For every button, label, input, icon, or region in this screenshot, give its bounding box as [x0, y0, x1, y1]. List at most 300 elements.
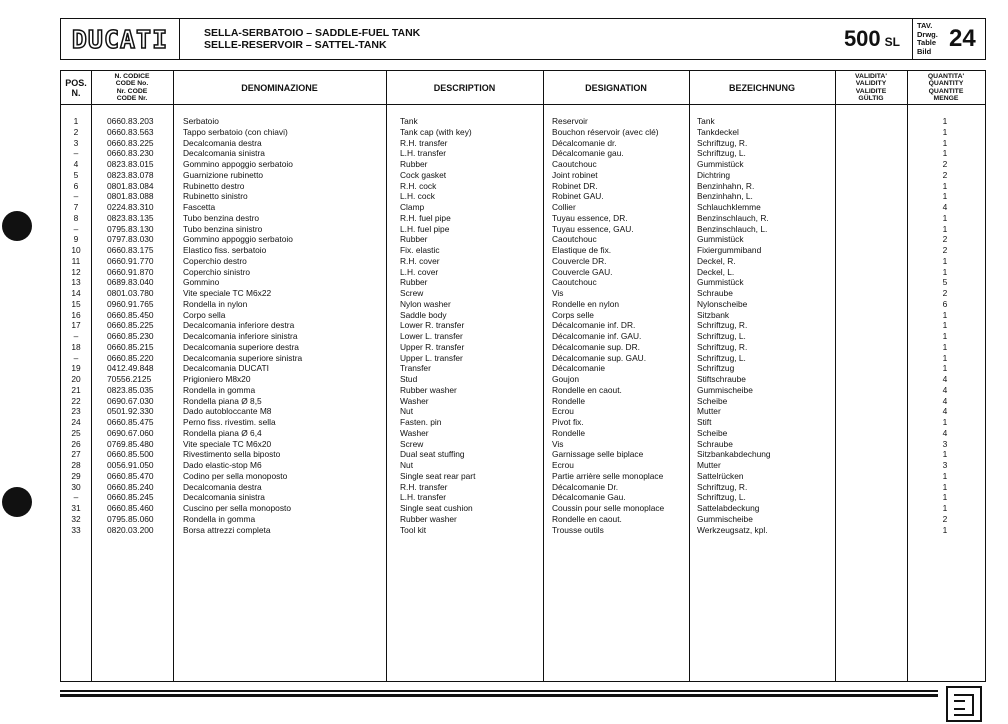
cell-code: 0660.85.220: [107, 352, 154, 363]
cell-denominazione: Decalcomania inferiore destra: [183, 320, 295, 331]
cell-quantity: 5: [942, 277, 948, 288]
table-row: [61, 310, 985, 321]
cell-code: 0820.03.200: [107, 524, 154, 535]
cell-description: Rubber washer: [400, 513, 457, 524]
cell-pos: 8: [73, 212, 79, 223]
table-row: [61, 191, 985, 202]
cell-bezeichnung: Gummischeibe: [697, 513, 753, 524]
cell-denominazione: Decalcomania sinistra: [183, 492, 265, 503]
cell-code: 0224.83.310: [107, 202, 154, 212]
cell-designation: Décalcomanie gau.: [552, 148, 624, 159]
cell-bezeichnung: Benzinschlauch, L.: [697, 223, 768, 234]
cell-description: Tank: [400, 116, 418, 126]
cell-bezeichnung: Sitzbankabdechung: [697, 449, 771, 460]
cell-pos: 12: [71, 266, 81, 277]
cell-quantity: 2: [942, 159, 948, 169]
cell-description: Upper R. transfer: [400, 341, 465, 352]
col-header-pos: POS. N.: [61, 71, 91, 105]
cell-designation: Décalcomanie Dr.: [552, 481, 619, 492]
table-row: [61, 159, 985, 170]
cell-bezeichnung: Scheibe: [697, 395, 728, 406]
cell-bezeichnung: Schriftzug, R.: [697, 137, 748, 148]
cell-designation: Joint robinet: [552, 169, 598, 180]
title-line-2: SELLE-RESERVOIR – SATTEL-TANK: [204, 39, 387, 51]
cell-denominazione: Coperchio destro: [183, 255, 247, 266]
cell-denominazione: Tubo benzina destro: [183, 212, 260, 223]
cell-pos: 33: [71, 524, 81, 535]
cell-designation: Pivot fix.: [552, 417, 584, 427]
cell-designation: Elastique de fix.: [552, 245, 612, 255]
cell-code: 0801.83.084: [107, 180, 154, 191]
cell-code: 0501.92.330: [107, 406, 154, 417]
cell-pos: –: [73, 352, 79, 363]
cell-bezeichnung: Werkzeugsatz, kpl.: [697, 524, 768, 535]
cell-code: 0660.83.225: [107, 137, 154, 148]
table-row: [61, 471, 985, 482]
cell-quantity: 1: [942, 470, 948, 481]
cell-designation: Décalcomanie inf. DR.: [552, 320, 636, 331]
table-row: [61, 353, 985, 364]
table-row: [61, 482, 985, 493]
table-row: [61, 406, 985, 417]
cell-denominazione: Decalcomania superiore destra: [183, 341, 299, 352]
model-number: 500: [843, 26, 881, 51]
cell-denominazione: Dado autobloccante M8: [183, 406, 272, 417]
cell-denominazione: Coperchio sinistro: [183, 266, 251, 277]
cell-pos: 20: [71, 374, 81, 384]
cell-denominazione: Elastico fiss. serbatoio: [183, 245, 267, 255]
table-row: [61, 299, 985, 310]
cell-description: Rubber: [400, 159, 428, 169]
col-header-validity: VALIDITA' VALIDITY VALIDITE GÜLTIG: [835, 71, 907, 105]
table-row: [61, 320, 985, 331]
cell-denominazione: Cuscino per sella monoposto: [183, 503, 292, 513]
cell-denominazione: Guarnizione rubinetto: [183, 169, 264, 180]
table-labels: TAV. Drwg. Table Bild: [917, 21, 938, 56]
cell-description: Fix. elastic: [400, 245, 440, 255]
cell-quantity: 3: [942, 460, 948, 470]
cell-designation: Trousse outils: [552, 524, 604, 535]
cell-quantity: 2: [942, 288, 948, 298]
cell-code: 0690.67.030: [107, 395, 154, 406]
cell-denominazione: Rubinetto destro: [183, 180, 245, 191]
bottom-rule-thick: [60, 694, 938, 697]
cell-description: R.H. cover: [400, 255, 440, 266]
cell-quantity: 1: [942, 255, 948, 266]
cell-quantity: 1: [942, 191, 948, 202]
cell-description: Dual seat stuffing: [400, 449, 465, 460]
cell-quantity: 1: [942, 180, 948, 191]
cell-quantity: 1: [942, 341, 948, 352]
cell-bezeichnung: Schraube: [697, 438, 733, 449]
cell-designation: Bouchon réservoir (avec clé): [552, 126, 659, 137]
cell-bezeichnung: Benzinhahn, L.: [697, 191, 753, 202]
cell-bezeichnung: Sitzbank: [697, 309, 730, 320]
parts-table: [60, 70, 986, 682]
cell-designation: Caoutchouc: [552, 234, 597, 245]
cell-description: L.H. transfer: [400, 492, 447, 503]
cell-designation: Rondelle: [552, 395, 586, 406]
punch-hole: [2, 487, 32, 517]
cell-quantity: 1: [942, 309, 948, 320]
cell-code: 0660.83.175: [107, 245, 154, 255]
cell-denominazione: Gommino appoggio serbatoio: [183, 159, 293, 169]
cell-bezeichnung: Schriftzug, L.: [697, 492, 746, 503]
cell-quantity: 4: [942, 406, 948, 417]
cell-description: L.H. transfer: [400, 148, 447, 159]
cell-pos: 21: [71, 384, 81, 395]
cell-pos: 11: [71, 255, 81, 266]
table-row: [61, 277, 985, 288]
cell-description: Transfer: [400, 363, 431, 374]
cell-code: 0823.83.078: [107, 169, 154, 180]
cell-pos: 22: [71, 395, 81, 406]
cell-quantity: 2: [942, 245, 948, 255]
table-row: [61, 181, 985, 192]
cell-quantity: 2: [942, 513, 948, 524]
cell-designation: Collier: [552, 202, 576, 212]
cell-code: 0660.83.230: [107, 148, 154, 159]
cell-quantity: 1: [942, 126, 948, 137]
cell-bezeichnung: Schriftzug, L.: [697, 331, 746, 341]
col-header-designation: DESIGNATION: [543, 71, 689, 105]
cell-bezeichnung: Tank: [697, 116, 715, 126]
cell-quantity: 1: [942, 223, 948, 234]
cell-quantity: 1: [942, 417, 948, 427]
cell-description: Screw: [400, 438, 424, 449]
cell-designation: Goujon: [552, 374, 580, 384]
table-row: [61, 256, 985, 267]
cell-bezeichnung: Schriftzug, R.: [697, 341, 748, 352]
cell-description: Saddle body: [400, 309, 447, 320]
cell-description: L.H. cock: [400, 191, 435, 202]
table-row: [61, 374, 985, 385]
cell-description: Lower R. transfer: [400, 320, 465, 331]
cell-bezeichnung: Nylonscheibe: [697, 298, 748, 309]
cell-code: 0660.85.475: [107, 417, 154, 427]
cell-bezeichnung: Schlauchklemme: [697, 202, 761, 212]
cell-denominazione: Gommino appoggio serbatoio: [183, 234, 293, 245]
cell-quantity: 1: [942, 481, 948, 492]
cell-pos: 27: [71, 449, 81, 460]
cell-pos: 14: [71, 288, 81, 298]
cell-designation: Tuyau essence, DR.: [552, 212, 628, 223]
cell-bezeichnung: Gummistück: [697, 277, 744, 288]
cell-quantity: 1: [942, 137, 948, 148]
cell-designation: Rondelle en caout.: [552, 513, 622, 524]
cell-designation: Décalcomanie dr.: [552, 137, 617, 148]
cell-bezeichnung: Gummistück: [697, 234, 744, 245]
cell-quantity: 4: [942, 395, 948, 406]
cell-code: 0660.85.240: [107, 481, 154, 492]
cell-pos: 32: [71, 513, 81, 524]
cell-code: 0690.67.060: [107, 427, 154, 438]
table-row: [61, 385, 985, 396]
cell-description: Nut: [400, 460, 414, 470]
cell-pos: 10: [71, 245, 81, 255]
cell-code: 0660.83.203: [107, 116, 154, 126]
cell-denominazione: Borsa attrezzi completa: [183, 524, 271, 535]
cell-description: L.H. cover: [400, 266, 439, 277]
cell-pos: 25: [71, 427, 81, 438]
table-row: [61, 127, 985, 138]
cell-bezeichnung: Gummischeibe: [697, 384, 753, 395]
cell-code: 0769.85.480: [107, 438, 154, 449]
cell-quantity: 6: [942, 298, 948, 309]
cell-bezeichnung: Schraube: [697, 288, 733, 298]
cell-code: 0801.03.780: [107, 288, 154, 298]
cell-pos: 1: [73, 116, 79, 126]
cell-designation: Tuyau essence, GAU.: [552, 223, 634, 234]
page-end-mark: [946, 686, 982, 722]
cell-quantity: 2: [942, 169, 948, 180]
cell-denominazione: Decalcomania destra: [183, 137, 262, 148]
cell-code: 0412.49.848: [107, 363, 154, 374]
cell-code: 0797.83.030: [107, 234, 154, 245]
cell-code: 0660.85.230: [107, 331, 154, 341]
table-row: [61, 224, 985, 235]
cell-code: 0689.83.040: [107, 277, 154, 288]
cell-designation: Décalcomanie sup. DR.: [552, 341, 640, 352]
table-row: [61, 492, 985, 503]
cell-designation: Reservoir: [552, 116, 588, 126]
cell-bezeichnung: Dichtring: [697, 169, 731, 180]
cell-designation: Vis: [552, 288, 564, 298]
table-row: [61, 170, 985, 181]
cell-description: Clamp: [400, 202, 425, 212]
cell-pos: 5: [73, 169, 79, 180]
cell-quantity: 1: [942, 363, 948, 374]
cell-code: 0660.85.500: [107, 449, 154, 460]
table-row: [61, 396, 985, 407]
cell-pos: –: [73, 191, 79, 202]
cell-denominazione: Decalcomania sinistra: [183, 148, 265, 159]
cell-quantity: 1: [942, 212, 948, 223]
cell-bezeichnung: Benzinhahn, R.: [697, 180, 755, 191]
table-row: [61, 363, 985, 374]
cell-description: Rubber: [400, 277, 428, 288]
cell-quantity: 1: [942, 148, 948, 159]
model-label: [824, 19, 912, 59]
cell-pos: –: [73, 331, 79, 341]
cell-denominazione: Rubinetto sinistro: [183, 191, 248, 202]
cell-bezeichnung: Scheibe: [697, 427, 728, 438]
cell-designation: Robinet GAU.: [552, 191, 604, 202]
cell-pos: 13: [71, 277, 81, 288]
cell-bezeichnung: Mutter: [697, 406, 721, 417]
cell-quantity: 1: [942, 492, 948, 503]
cell-denominazione: Rondella piana Ø 6,4: [183, 427, 262, 438]
table-row: [61, 267, 985, 278]
cell-description: Lower L. transfer: [400, 331, 463, 341]
cell-pos: –: [73, 223, 79, 234]
cell-pos: 2: [73, 126, 79, 137]
cell-description: Nut: [400, 406, 414, 417]
cell-bezeichnung: Deckel, L.: [697, 266, 735, 277]
cell-quantity: 1: [942, 524, 948, 535]
table-row: [61, 460, 985, 471]
table-row: [61, 245, 985, 256]
cell-bezeichnung: Schriftzug, L.: [697, 352, 746, 363]
cell-description: Rubber: [400, 234, 428, 245]
cell-description: R.H. fuel pipe: [400, 212, 451, 223]
cell-designation: Vis: [552, 438, 564, 449]
table-row: [61, 116, 985, 127]
logo-cell: [61, 19, 180, 59]
cell-denominazione: Rondella in gomma: [183, 384, 256, 395]
col-header-bezeichnung: BEZEICHNUNG: [689, 71, 835, 105]
table-row: [61, 342, 985, 353]
cell-designation: Décalcomanie inf. GAU.: [552, 331, 642, 341]
cell-description: Single seat cushion: [400, 503, 473, 513]
cell-quantity: 4: [942, 427, 948, 438]
cell-bezeichnung: Tankdeckel: [697, 126, 739, 137]
model-suffix: SL: [884, 35, 900, 49]
cell-quantity: 1: [942, 352, 948, 363]
cell-pos: 30: [71, 481, 81, 492]
cell-description: Stud: [400, 374, 418, 384]
cell-description: Nylon washer: [400, 298, 451, 309]
table-row: [61, 288, 985, 299]
cell-code: 0795.85.060: [107, 513, 154, 524]
table-number: 24: [949, 25, 976, 52]
cell-code: 70556.2125: [107, 374, 152, 384]
cell-designation: Décalcomanie sup. GAU.: [552, 352, 647, 363]
cell-pos: 16: [71, 309, 81, 320]
cell-pos: 29: [71, 470, 81, 481]
cell-denominazione: Decalcomania inferiore sinistra: [183, 331, 298, 341]
cell-pos: 31: [71, 503, 81, 513]
cell-denominazione: Perno fiss. rivestim. sella: [183, 417, 276, 427]
table-row: [61, 331, 985, 342]
cell-bezeichnung: Mutter: [697, 460, 721, 470]
cell-description: R.H. transfer: [400, 137, 448, 148]
cell-designation: Ecrou: [552, 406, 574, 417]
cell-description: Tool kit: [400, 524, 427, 535]
cell-bezeichnung: Fixiergummiband: [697, 245, 762, 255]
cell-quantity: 1: [942, 503, 948, 513]
table-row: [61, 503, 985, 514]
col-header-quantity: QUANTITA' QUANTITY QUANTITE MENGE: [907, 71, 985, 105]
table-row: [61, 417, 985, 428]
cell-pos: –: [73, 492, 79, 503]
cell-description: Cock gasket: [400, 169, 447, 180]
cell-quantity: 4: [942, 384, 948, 395]
cell-code: 0660.85.470: [107, 470, 154, 481]
col-header-description: DESCRIPTION: [386, 71, 543, 105]
cell-denominazione: Dado elastic-stop M6: [183, 460, 262, 470]
cell-description: Single seat rear part: [400, 470, 476, 481]
table-row: [61, 138, 985, 149]
table-row: [61, 428, 985, 439]
cell-denominazione: Rivestimento sella biposto: [183, 449, 281, 460]
cell-code: 0801.83.088: [107, 191, 154, 202]
cell-designation: Décalcomanie Gau.: [552, 492, 626, 503]
cell-designation: Corps selle: [552, 309, 594, 320]
punch-hole: [2, 211, 32, 241]
cell-denominazione: Rondella piana Ø 8,5: [183, 395, 262, 406]
cell-designation: Caoutchouc: [552, 277, 597, 288]
cell-designation: Couvercle DR.: [552, 255, 607, 266]
table-row: [61, 213, 985, 224]
cell-quantity: 1: [942, 266, 948, 277]
cell-code: 0960.91.765: [107, 298, 154, 309]
cell-denominazione: Vite speciale TC M6x22: [183, 288, 272, 298]
cell-description: Rubber washer: [400, 384, 457, 395]
cell-bezeichnung: Schriftzug, R.: [697, 320, 748, 331]
cell-denominazione: Decalcomania destra: [183, 481, 262, 492]
cell-denominazione: Fascetta: [183, 202, 216, 212]
cell-code: 0823.85.035: [107, 384, 154, 395]
col-header-code: N. CODICE CODE No. Nr. CODE CODE Nr.: [91, 71, 173, 105]
cell-designation: Couvercle GAU.: [552, 266, 613, 277]
cell-denominazione: Rondella in gomma: [183, 513, 256, 524]
cell-pos: 4: [73, 159, 79, 169]
cell-description: L.H. fuel pipe: [400, 223, 450, 234]
cell-pos: –: [73, 148, 79, 159]
bottom-rule: [60, 690, 938, 692]
cell-denominazione: Serbatoio: [183, 116, 219, 126]
cell-bezeichnung: Gummistück: [697, 159, 744, 169]
cell-code: 0660.85.245: [107, 492, 154, 503]
cell-pos: 15: [71, 298, 81, 309]
cell-bezeichnung: Deckel, R.: [697, 255, 736, 266]
cell-code: 0660.85.215: [107, 341, 154, 352]
cell-code: 0660.85.225: [107, 320, 154, 331]
cell-code: 0823.83.135: [107, 212, 154, 223]
cell-description: Screw: [400, 288, 424, 298]
cell-pos: 9: [73, 234, 79, 245]
cell-code: 0056.91.050: [107, 460, 154, 470]
cell-bezeichnung: Benzinschlauch, R.: [697, 212, 769, 223]
cell-description: Upper L. transfer: [400, 352, 463, 363]
cell-denominazione: Decalcomania superiore sinistra: [183, 352, 303, 363]
table-row: [61, 234, 985, 245]
cell-description: Fasten. pin: [400, 417, 442, 427]
cell-pos: 19: [71, 363, 81, 374]
cell-bezeichnung: Schriftzug: [697, 363, 735, 374]
cell-designation: Rondelle en caout.: [552, 384, 622, 395]
page-title: [180, 19, 824, 59]
cell-code: 0823.83.015: [107, 159, 154, 169]
cell-denominazione: Gommino: [183, 277, 220, 288]
cell-designation: Ecrou: [552, 460, 574, 470]
cell-code: 0660.85.460: [107, 503, 154, 513]
cell-denominazione: Rondella in nylon: [183, 298, 248, 309]
cell-designation: Partie arrière selle monoplace: [552, 470, 664, 481]
cell-pos: 17: [71, 320, 81, 331]
cell-quantity: 1: [942, 331, 948, 341]
cell-quantity: 1: [942, 320, 948, 331]
page-header: [60, 18, 986, 60]
col-header-denominazione: DENOMINAZIONE: [173, 71, 386, 105]
cell-designation: Robinet DR.: [552, 180, 598, 191]
cell-quantity: 2: [942, 234, 948, 245]
table-row: [61, 449, 985, 460]
cell-denominazione: Corpo sella: [183, 309, 226, 320]
cell-bezeichnung: Stiftschraube: [697, 374, 746, 384]
cell-pos: 18: [71, 341, 81, 352]
cell-code: 0660.91.770: [107, 255, 154, 266]
cell-description: R.H. transfer: [400, 481, 448, 492]
cell-code: 0660.91.870: [107, 266, 154, 277]
cell-quantity: 4: [942, 374, 948, 384]
cell-code: 0795.83.130: [107, 223, 154, 234]
table-row: [61, 148, 985, 159]
cell-denominazione: Prigioniero M8x20: [183, 374, 251, 384]
table-row: [61, 514, 985, 525]
ducati-logo: DUCATI: [71, 24, 169, 54]
